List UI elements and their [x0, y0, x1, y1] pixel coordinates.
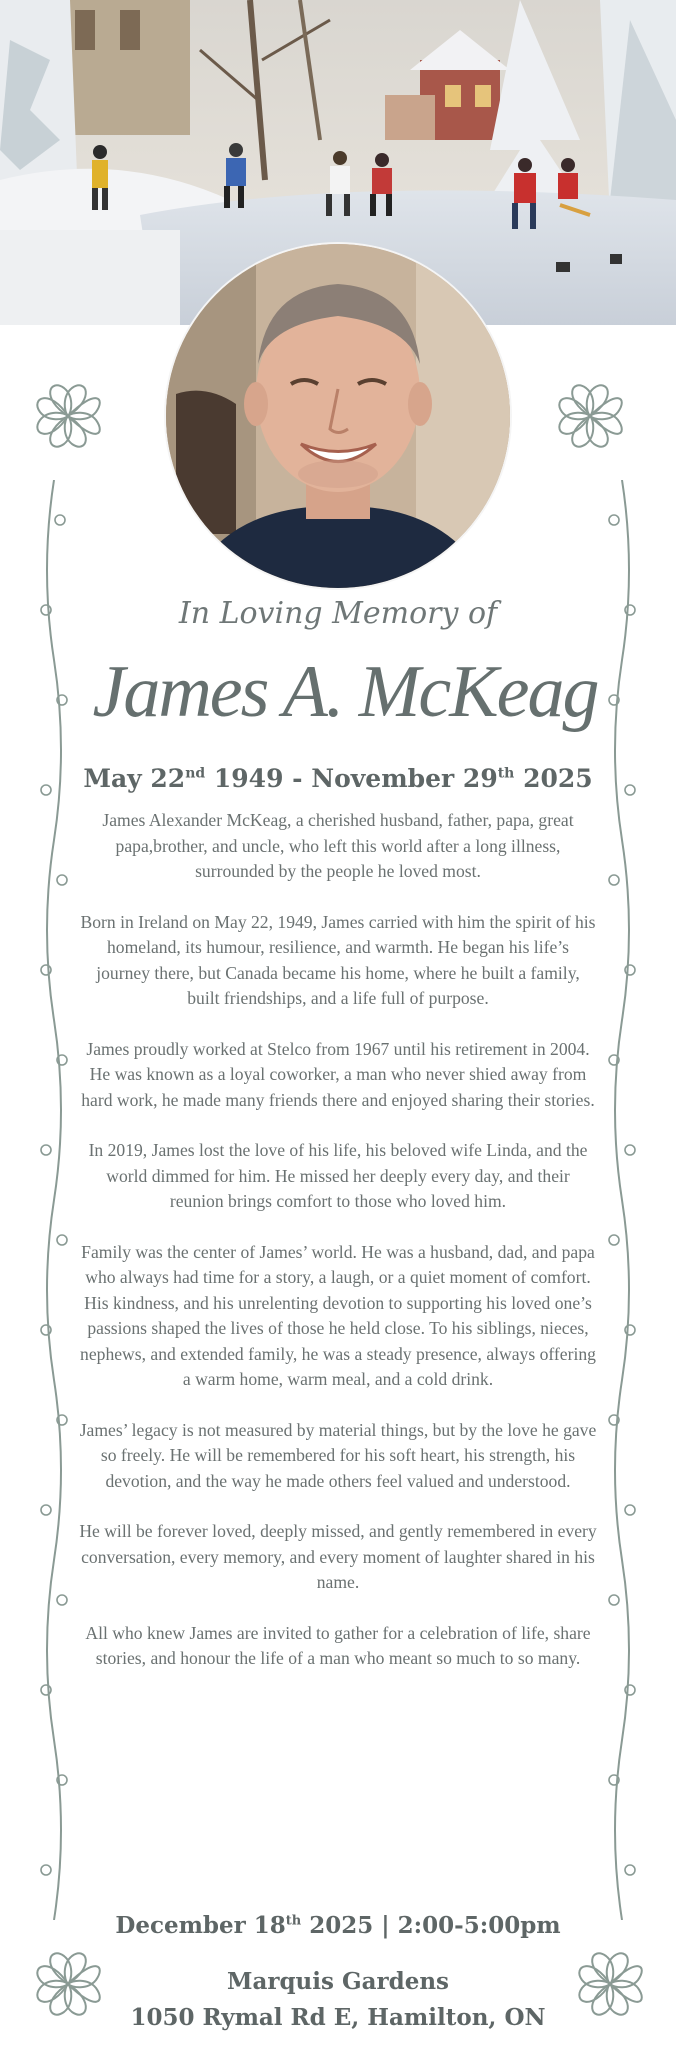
- obituary-paragraph: Family was the center of James’ world. He was a husband, dad, and papa who always had time for a story, a laugh, or a quiet moment of comfort. His kindness, and his unrelenting devotion to supporting his loved one’s passions shaped the lives of those he held close. To his siblings, nieces, nephews, and extended family, he was a steady presence, always offering a warm home, warm meal, and a cold drink.: [80, 1241, 596, 1389]
- event-datetime: [0, 1912, 676, 1939]
- event-date: December 18: [115, 1912, 286, 1939]
- birth-suffix: nd: [185, 765, 206, 782]
- event-venue: [0, 1964, 676, 2036]
- event-year-time: 2025 | 2:00-5:00pm: [301, 1912, 561, 1939]
- death-suffix: th: [497, 765, 515, 782]
- obituary-paragraph: He will be forever loved, deeply missed, and gently remembered in every conversation, every memory, and every moment of laughter shared in his name.: [79, 1521, 597, 1592]
- death-year: 2025: [514, 764, 593, 793]
- obituary-paragraph: Born in Ireland on May 22, 1949, James carried with him the spirit of his homeland, its humour, resilience, and warmth. He began his life’s journey there, but Canada became his home, where he built a family, built friendships, and a life full of purpose.: [80, 911, 596, 1008]
- birth-year-death-date: 1949 - November 29: [205, 764, 498, 793]
- event-date-suffix: th: [285, 1913, 302, 1929]
- venue-address: 1050 Rymal Rd E, Hamilton, ON: [130, 2004, 546, 2031]
- obituary-paragraph: All who knew James are invited to gather for a celebration of life, share stories, and honour the life of a man who meant so much to so many.: [85, 1622, 591, 1668]
- obituary-paragraph: In 2019, James lost the love of his life, his beloved wife Linda, and the world dimmed for him. He missed her deeply every day, and their reunion brings comfort to those who loved him.: [88, 1140, 588, 1211]
- quatrefoil-ornament-icon: [20, 368, 116, 464]
- birth-date: May 22: [83, 764, 186, 793]
- obituary-body: [78, 808, 598, 1697]
- life-dates: [0, 764, 676, 793]
- venue-name: Marquis Gardens: [226, 1968, 450, 1995]
- obituary-paragraph: James’ legacy is not measured by material things, but by the love he gave so freely. He will be remembered for his soft heart, his strength, his devotion, and the way he made others feel valued and understood.: [79, 1419, 597, 1491]
- memorial-subtitle: In Loving Memory of: [178, 596, 498, 631]
- obituary-paragraph: James proudly worked at Stelco from 1967 until his retirement in 2004. He was known as a loyal coworker, a man who never shied away from hard work, he made many friends there and enjoyed sharing their stories.: [81, 1038, 595, 1110]
- vine-border-left-icon: [36, 480, 72, 1920]
- deceased-name: James A. McKeag: [92, 651, 598, 733]
- quatrefoil-ornament-icon: [542, 368, 638, 464]
- portrait-photo-icon: [166, 244, 510, 588]
- obituary-paragraph: James Alexander McKeag, a cherished husband, father, papa, great papa,brother, and uncle, who left this world after a long illness, surrounded by the people he loved most.: [102, 810, 574, 881]
